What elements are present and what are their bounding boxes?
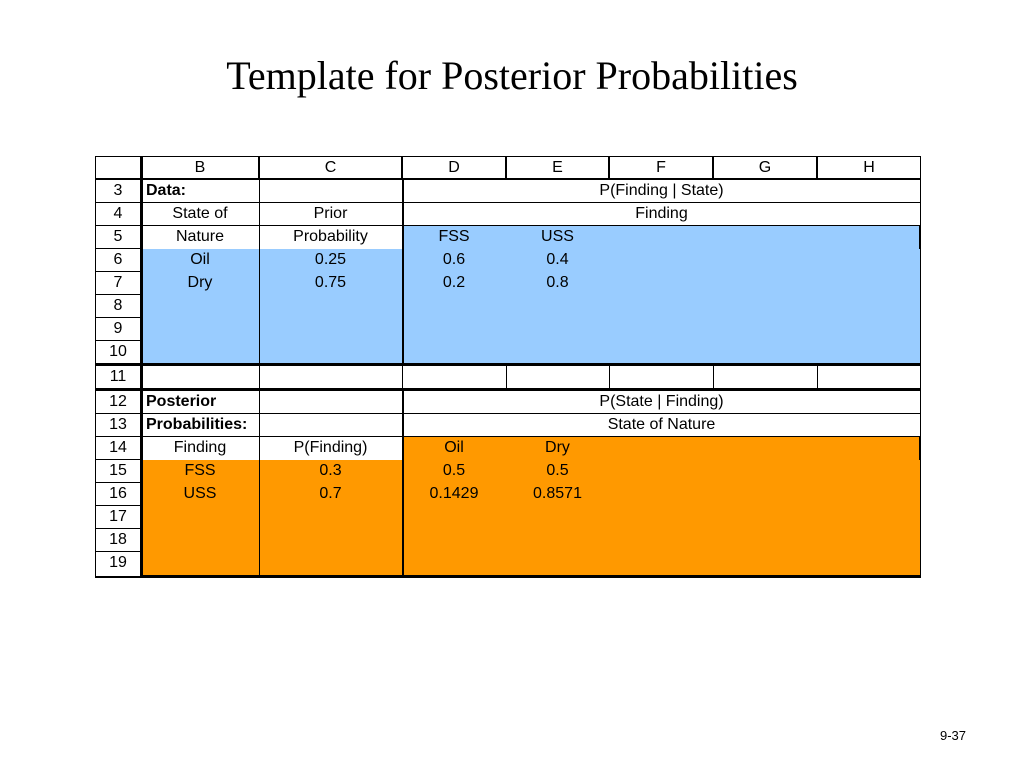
grid-line xyxy=(95,271,140,272)
row-header-label: 8 xyxy=(113,297,123,314)
state-name: Dry xyxy=(187,274,213,291)
row-header-label: 19 xyxy=(109,554,127,571)
row-header-label: 15 xyxy=(109,462,127,479)
state-dry-header: Dry xyxy=(545,439,570,456)
grid-line xyxy=(817,156,818,179)
finding-header: Finding xyxy=(635,205,688,222)
grid-line xyxy=(713,366,714,388)
row-header-label: 12 xyxy=(109,393,127,410)
row-header-label: 14 xyxy=(109,439,127,456)
likelihood-uss: 0.8 xyxy=(546,274,569,291)
row-header-label: 5 xyxy=(113,228,123,245)
grid-line xyxy=(713,156,714,179)
posterior-finding: FSS xyxy=(184,462,216,479)
grid-line xyxy=(141,202,402,203)
grid-line xyxy=(506,156,507,179)
finding-fss: FSS xyxy=(438,228,470,245)
posterior-oil: 0.1429 xyxy=(429,485,479,502)
finding-uss: USS xyxy=(541,228,574,245)
grid-line xyxy=(95,317,140,318)
row-header-label: 17 xyxy=(109,508,127,525)
grid-line xyxy=(817,366,818,388)
grid-line xyxy=(402,366,403,388)
grid-line xyxy=(95,482,140,483)
grid-line xyxy=(95,178,921,180)
grid-line xyxy=(95,505,140,506)
row-header-label: 11 xyxy=(109,368,127,385)
row-header-label: 13 xyxy=(109,416,127,433)
probabilities-label: Probabilities: xyxy=(146,416,248,433)
column-header-label: D xyxy=(448,159,460,176)
grid-line xyxy=(141,413,402,414)
column-header-label: F xyxy=(656,159,666,176)
grid-line xyxy=(95,528,140,529)
likelihood-fss: 0.6 xyxy=(442,251,466,268)
state-of-nature-header: State of Nature xyxy=(607,416,716,433)
data-label: Data: xyxy=(146,182,187,199)
grid-line xyxy=(259,156,260,179)
posterior-title: P(State | Finding) xyxy=(599,393,724,410)
likelihood-fss: 0.2 xyxy=(442,274,466,291)
prior-value: 0.75 xyxy=(314,274,347,291)
grid-line xyxy=(95,294,140,295)
grid-line xyxy=(95,551,140,552)
grid-line xyxy=(95,340,140,341)
corner-cell[interactable] xyxy=(96,157,140,178)
row-header-label: 16 xyxy=(109,485,127,502)
grid-line xyxy=(95,436,140,437)
grid-line xyxy=(402,202,921,203)
grid-line xyxy=(402,156,403,179)
nature-label: Nature xyxy=(175,228,225,245)
posterior-label: Posterior xyxy=(146,393,217,410)
posterior-pfinding: 0.7 xyxy=(319,485,342,502)
probability-label: Probability xyxy=(293,228,368,245)
row-header-label: 10 xyxy=(109,343,127,360)
state-of-label: State of xyxy=(172,205,228,222)
grid-line xyxy=(609,156,610,179)
page-number: 9-37 xyxy=(939,728,966,743)
posterior-dry: 0.8571 xyxy=(533,485,582,502)
row-header-label: 7 xyxy=(113,274,123,291)
grid-line xyxy=(95,459,140,460)
grid-line xyxy=(506,366,507,388)
grid-line xyxy=(402,413,921,414)
grid-line xyxy=(95,413,140,414)
column-header-label: H xyxy=(863,159,875,176)
column-header-label: B xyxy=(194,159,206,176)
likelihood-uss: 0.4 xyxy=(546,251,569,268)
row-header-label: 3 xyxy=(113,182,123,199)
state-oil-header: Oil xyxy=(444,439,464,456)
slide-title: Template for Posterior Probabilities xyxy=(226,53,798,98)
row-header-label: 18 xyxy=(109,531,127,548)
row-header-label: 4 xyxy=(113,205,123,222)
finding-col-header: Finding xyxy=(173,439,227,456)
grid-line xyxy=(95,363,921,366)
column-header-label: G xyxy=(758,159,772,176)
grid-line xyxy=(95,388,921,391)
grid-line xyxy=(259,366,260,388)
grid-line xyxy=(95,225,140,226)
prior-label: Prior xyxy=(313,205,348,222)
column-header-label: C xyxy=(324,159,337,176)
column-header-label: E xyxy=(552,159,563,176)
row-header-label: 6 xyxy=(113,251,123,268)
posterior-dry: 0.5 xyxy=(546,462,569,479)
grid-line xyxy=(609,366,610,388)
posterior-pfinding: 0.3 xyxy=(319,462,342,479)
grid-line xyxy=(95,202,140,203)
posterior-oil: 0.5 xyxy=(442,462,466,479)
conditional-prob-title: P(Finding | State) xyxy=(599,182,724,199)
prior-value: 0.25 xyxy=(314,251,347,268)
state-name: Oil xyxy=(190,251,210,268)
grid-line xyxy=(95,248,140,249)
spreadsheet-template xyxy=(95,156,921,578)
row-header-label: 9 xyxy=(113,320,123,337)
pfinding-col-header: P(Finding) xyxy=(293,439,368,456)
posterior-finding: USS xyxy=(183,485,217,502)
